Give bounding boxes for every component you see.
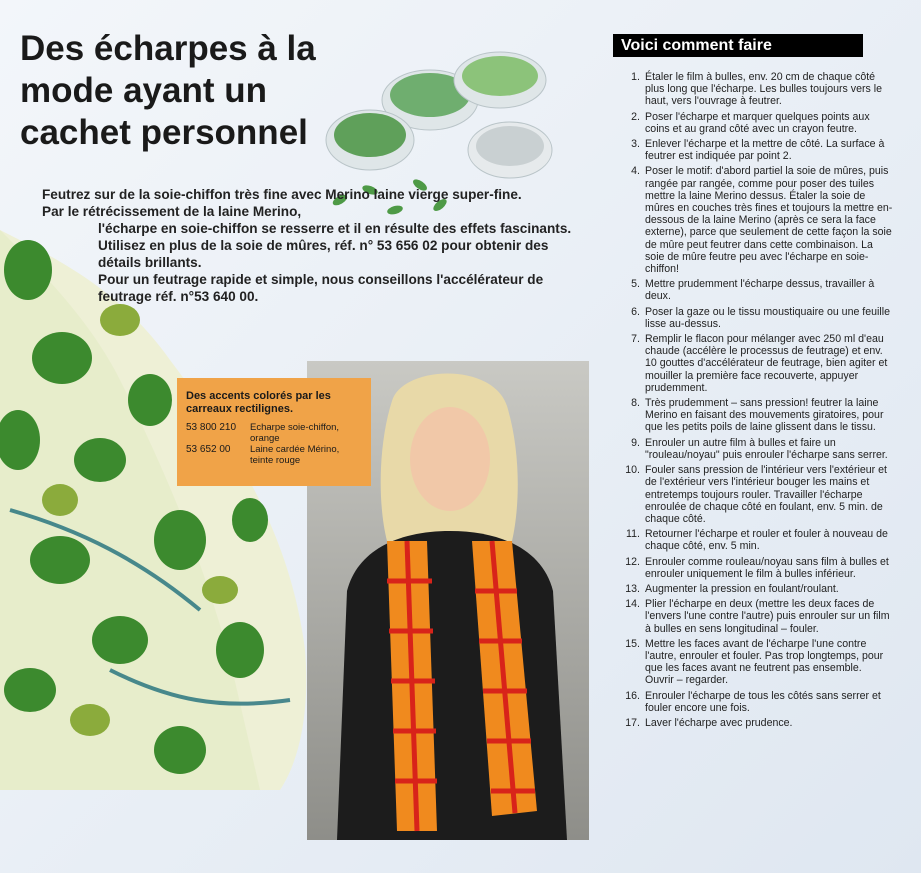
step-text: Poser la gaze ou le tissu moustiquaire ou une feuille lisse au-dessus.	[645, 305, 890, 330]
step-text: Enrouler l'écharpe de tous les côtés sans serrer et fouler encore une fois.	[645, 689, 881, 714]
step-number: 14.	[625, 598, 640, 611]
step-number: 5.	[631, 278, 640, 291]
instruction-step	[623, 556, 893, 580]
instruction-step	[623, 111, 893, 135]
instruction-step	[623, 690, 893, 714]
instruction-step	[623, 464, 893, 525]
info-box-title: Des accents colorés par les carreaux rectilignes.	[186, 390, 331, 415]
intro-paragraph: l'écharpe en soie-chiffon se resserre et il en résulte des effets fascinants.	[98, 221, 572, 236]
step-text: Poser l'écharpe et marquer quelques points aux coins et au grand côté avec un crayon feutre.	[645, 110, 870, 135]
step-text: Enrouler un autre film à bulles et faire un "rouleau/noyau" puis enrouler l'écharpe sans serrer.	[645, 436, 888, 461]
instructions-list	[623, 71, 893, 732]
intro-paragraph: Par le rétrécissement de la laine Merino,	[42, 204, 302, 219]
product-desc: Laine cardée Mérino, teinte rouge	[250, 444, 340, 466]
intro-text	[42, 186, 582, 305]
step-text: Enlever l'écharpe et la mettre de côté. La surface à feutrer est indiquée par point 2.	[645, 138, 885, 163]
step-number: 16.	[625, 689, 640, 702]
instruction-step	[623, 278, 893, 302]
step-number: 1.	[631, 71, 640, 83]
step-text: Mettre prudemment l'écharpe dessus, travailler à deux.	[645, 278, 875, 303]
instruction-step	[623, 528, 893, 552]
instruction-step	[623, 437, 893, 461]
step-number: 7.	[631, 333, 640, 346]
step-number: 8.	[631, 397, 640, 410]
instruction-step	[623, 165, 893, 275]
step-text: Étaler le film à bulles, env. 20 cm de chaque côté plus long que l'écharpe. Les bulles toujours vers le haut, vers l'ouvrage à feutrer.	[645, 71, 882, 108]
instruction-step	[623, 333, 893, 394]
product-info-box	[177, 378, 371, 486]
product-row	[186, 422, 362, 444]
instruction-step	[623, 583, 893, 595]
step-number: 2.	[631, 110, 640, 123]
step-text: Très prudemment – sans pression! feutrer la laine Merino en faisant des mouvements giratoires, pour que les petits poils de laine glissent dans le tissu.	[645, 397, 884, 434]
instruction-step	[623, 138, 893, 162]
instruction-step	[623, 717, 893, 729]
step-number: 17.	[625, 716, 640, 729]
step-number: 6.	[631, 305, 640, 318]
step-number: 4.	[631, 165, 640, 178]
step-number: 12.	[625, 555, 640, 568]
instruction-step	[623, 598, 893, 635]
step-text: Retourner l'écharpe et rouler et fouler à nouveau de chaque côté, env. 5 min.	[645, 528, 888, 553]
instruction-step	[623, 638, 893, 687]
product-ref: 53 652 00	[186, 444, 231, 455]
instruction-step	[623, 306, 893, 330]
step-text: Remplir le flacon pour mélanger avec 250 ml d'eau chaude (accélère le processus de feutrage) et env. 10 gouttes d'accélérateur de feutrage, bien agiter et mouiller la première face recouverte, appuyer prudemment.	[645, 333, 888, 394]
step-number: 3.	[631, 138, 640, 151]
step-text: Augmenter la pression en foulant/roulant.	[645, 582, 839, 595]
instruction-step	[623, 71, 893, 108]
instructions-header: Voici comment faire	[613, 34, 863, 57]
step-number: 9.	[631, 436, 640, 449]
instruction-step	[623, 397, 893, 434]
step-text: Laver l'écharpe avec prudence.	[645, 716, 793, 729]
step-text: Fouler sans pression de l'intérieur vers l'extérieur et de l'extérieur vers l'intérieur bouger les mains et entretemps toujours rouler. Travailler l'écharpe enroulée de chaque côté en foulant, env. 5 min. de chaque côté.	[645, 464, 887, 525]
green-felt-scarf-image	[0, 230, 310, 790]
product-ref: 53 800 210	[186, 422, 237, 433]
intro-paragraph: Utilisez en plus de la soie de mûres, réf. n° 53 656 02 pour obtenir des détails brillants.	[98, 238, 549, 270]
step-number: 15.	[625, 637, 640, 650]
product-row	[186, 444, 362, 466]
intro-paragraph: Pour un feutrage rapide et simple, nous conseillons l'accélérateur de feutrage réf. n°53 640 00.	[98, 272, 544, 304]
step-text: Plier l'écharpe en deux (mettre les deux faces de l'envers l'une contre l'autre) puis enrouler sur un film à bulles en sens longitudinal – fouler.	[645, 598, 890, 635]
step-number: 11.	[626, 528, 640, 541]
step-text: Poser le motif: d'abord partiel la soie de mûres, puis rangée par rangée, comme pour poser des tuiles mettre la laine Merino dessus. Étaler la soie de mûres en couches très fines et toujours la mettre en-dessous de la laine Merino (après ce sera la face externe), parce que seulement de cette façon la soie de mûre peut feutrer dans cette combinaison. La soie de mûre feutre peu avec l'écharpe en soie-chiffon!	[645, 165, 893, 276]
page-title: Des écharpes à la mode ayant un cachet personnel	[20, 29, 316, 152]
step-text: Enrouler comme rouleau/noyau sans film à bulles et enrouler uniquement le film à bulles inférieur.	[645, 555, 889, 580]
step-number: 13.	[625, 582, 640, 595]
step-text: Mettre les faces avant de l'écharpe l'une contre l'autre, enrouler et fouler. Pas trop longtemps, pour que les faces avant ne feutrent pas ensemble. Ouvrir – regarder.	[645, 637, 884, 687]
product-desc: Echarpe soie-chiffon, orange	[250, 422, 340, 444]
step-number: 10.	[625, 464, 640, 477]
intro-paragraph: Feutrez sur de la soie-chiffon très fine avec Merino laine vierge super-fine.	[42, 187, 522, 202]
